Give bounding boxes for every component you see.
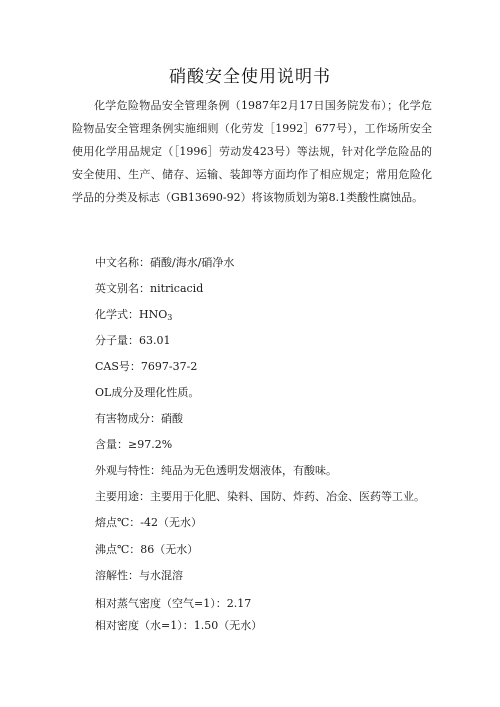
field-cas-number: CAS号：7697-37-2 bbox=[95, 360, 198, 373]
field-english-alias: 英文别名：nitricacid bbox=[95, 282, 204, 295]
field-vapor-density: 相对蒸气密度（空气=1）：2.17 bbox=[95, 597, 252, 610]
field-molecular-weight: 分子量：63.01 bbox=[95, 334, 171, 347]
formula-text: 化学式：HNO bbox=[95, 308, 168, 321]
field-relative-density: 相对密度（水=1）：1.50（无水） bbox=[95, 619, 263, 632]
field-content: 含量：≥97.2% bbox=[95, 438, 173, 451]
formula-subscript: 3 bbox=[167, 313, 173, 322]
section-composition-heading: OL成分及理化性质。 bbox=[95, 386, 200, 399]
field-chinese-name: 中文名称：硝酸/海水/硝净水 bbox=[95, 256, 235, 269]
field-boiling-point: 沸点℃：86（无水） bbox=[95, 543, 199, 556]
intro-paragraph: 化学危险物品安全管理条例（1987年2月17日国务院发布）；化学危险物品安全管理条例实施细则（化劳发［1992］677号），工作场所安全使用化学用品规定（［1996］劳动发423号）等法规，针对化学危险品的安全使用、生产、储存、运输、装卸等方面均作了相应规定；常用危险化学品的分类及标志（GB13690-92）将该物质划为第8.1类酸性腐蚀品。 bbox=[72, 99, 432, 204]
field-melting-point: 熔点℃：-42（无水） bbox=[95, 516, 203, 529]
field-hazard-component: 有害物成分：硝酸 bbox=[95, 412, 183, 425]
field-appearance: 外观与特性：纯品为无色透明发烟液体，有酸味。 bbox=[95, 464, 337, 477]
document-title: 硝酸安全使用说明书 bbox=[169, 67, 331, 87]
field-formula bbox=[95, 308, 172, 325]
field-main-use: 主要用途：主要用于化肥、染料、国防、炸药、冶金、医药等工业。 bbox=[95, 490, 425, 503]
field-solubility: 溶解性：与水混溶 bbox=[95, 569, 183, 582]
